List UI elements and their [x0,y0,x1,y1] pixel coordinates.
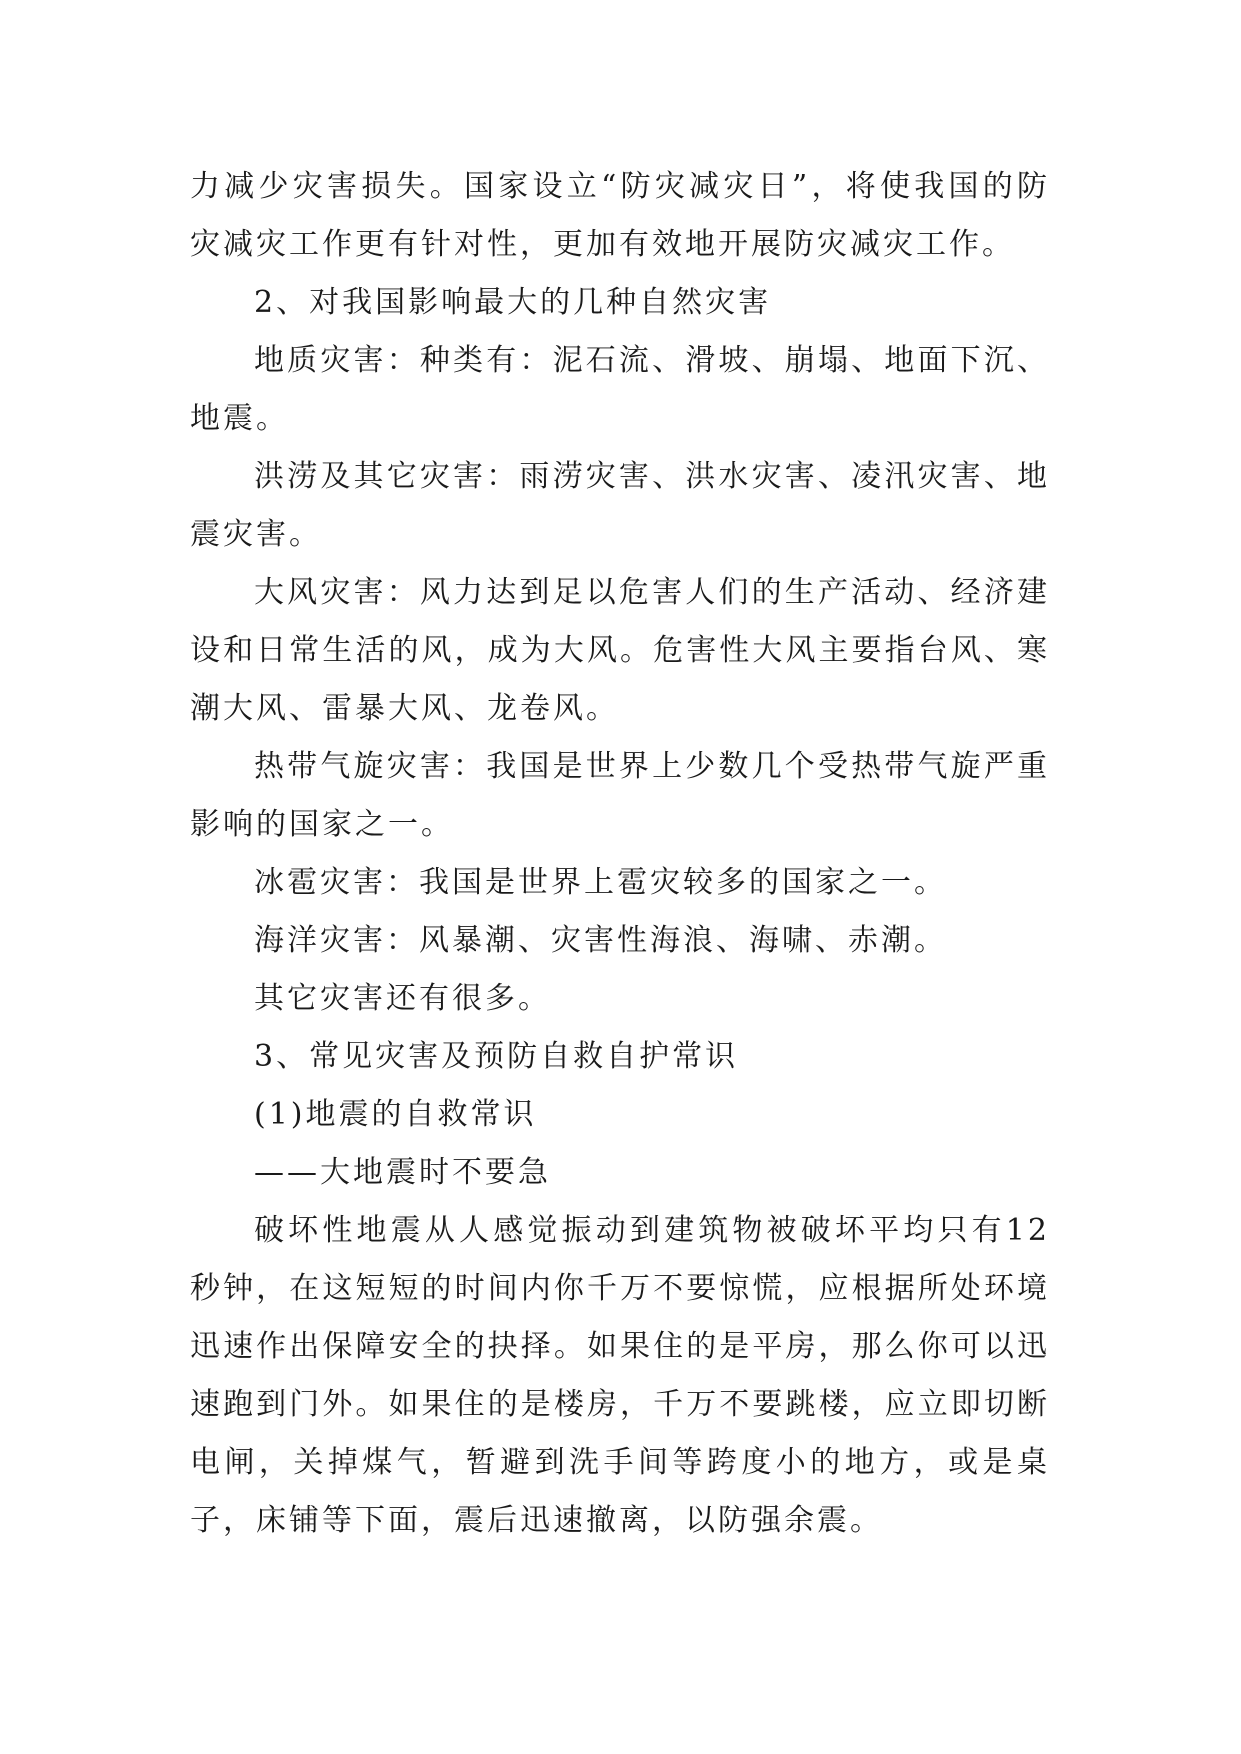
paragraph-marine-disasters: 海洋灾害：风暴潮、灾害性海浪、海啸、赤潮。 [254,923,947,958]
paragraph-flood-disasters: 洪涝及其它灾害：雨涝灾害、洪水灾害、凌汛灾害、地震灾害。 [190,459,1050,552]
paragraph-wind-disasters: 大风灾害：风力达到足以危害人们的生产活动、经济建设和日常生活的风，成为大风。危害性大风主要指台风、寒潮大风、雷暴大风、龙卷风。 [190,575,1050,726]
paragraph-1: 力减少灾害损失。国家设立“防灾减灾日”，将使我国的防灾减灾工作更有针对性，更加有效地开展防灾减灾工作。 [190,169,1050,262]
document-body [190,158,1050,1550]
paragraph-earthquake-advice: 破坏性地震从人感觉振动到建筑物被破坏平均只有12秒钟，在这短短的时间内你千万不要惊慌，应根据所处环境迅速作出保障安全的抉择。如果住的是平房，那么你可以迅速跑到门外。如果住的是楼房，千万不要跳楼，应立即切断电闸，关掉煤气，暂避到洗手间等跨度小的地方，或是桌子，床铺等下面，震后迅速撤离，以防强余震。 [190,1213,1050,1538]
subheading-dont-panic: ——大地震时不要急 [254,1155,551,1190]
section-heading-3: 3、常见灾害及预防自救自护常识 [254,1039,739,1074]
paragraph-other-disasters: 其它灾害还有很多。 [254,981,551,1016]
section-heading-2: 2、对我国影响最大的几种自然灾害 [254,285,772,320]
paragraph-hail-disasters: 冰雹灾害：我国是世界上雹灾较多的国家之一。 [254,865,947,900]
paragraph-tropical-cyclone: 热带气旋灾害：我国是世界上少数几个受热带气旋严重影响的国家之一。 [190,749,1050,842]
paragraph-geological-disasters: 地质灾害：种类有：泥石流、滑坡、崩塌、地面下沉、地震。 [190,343,1050,436]
subheading-earthquake: (1)地震的自救常识 [254,1097,537,1132]
